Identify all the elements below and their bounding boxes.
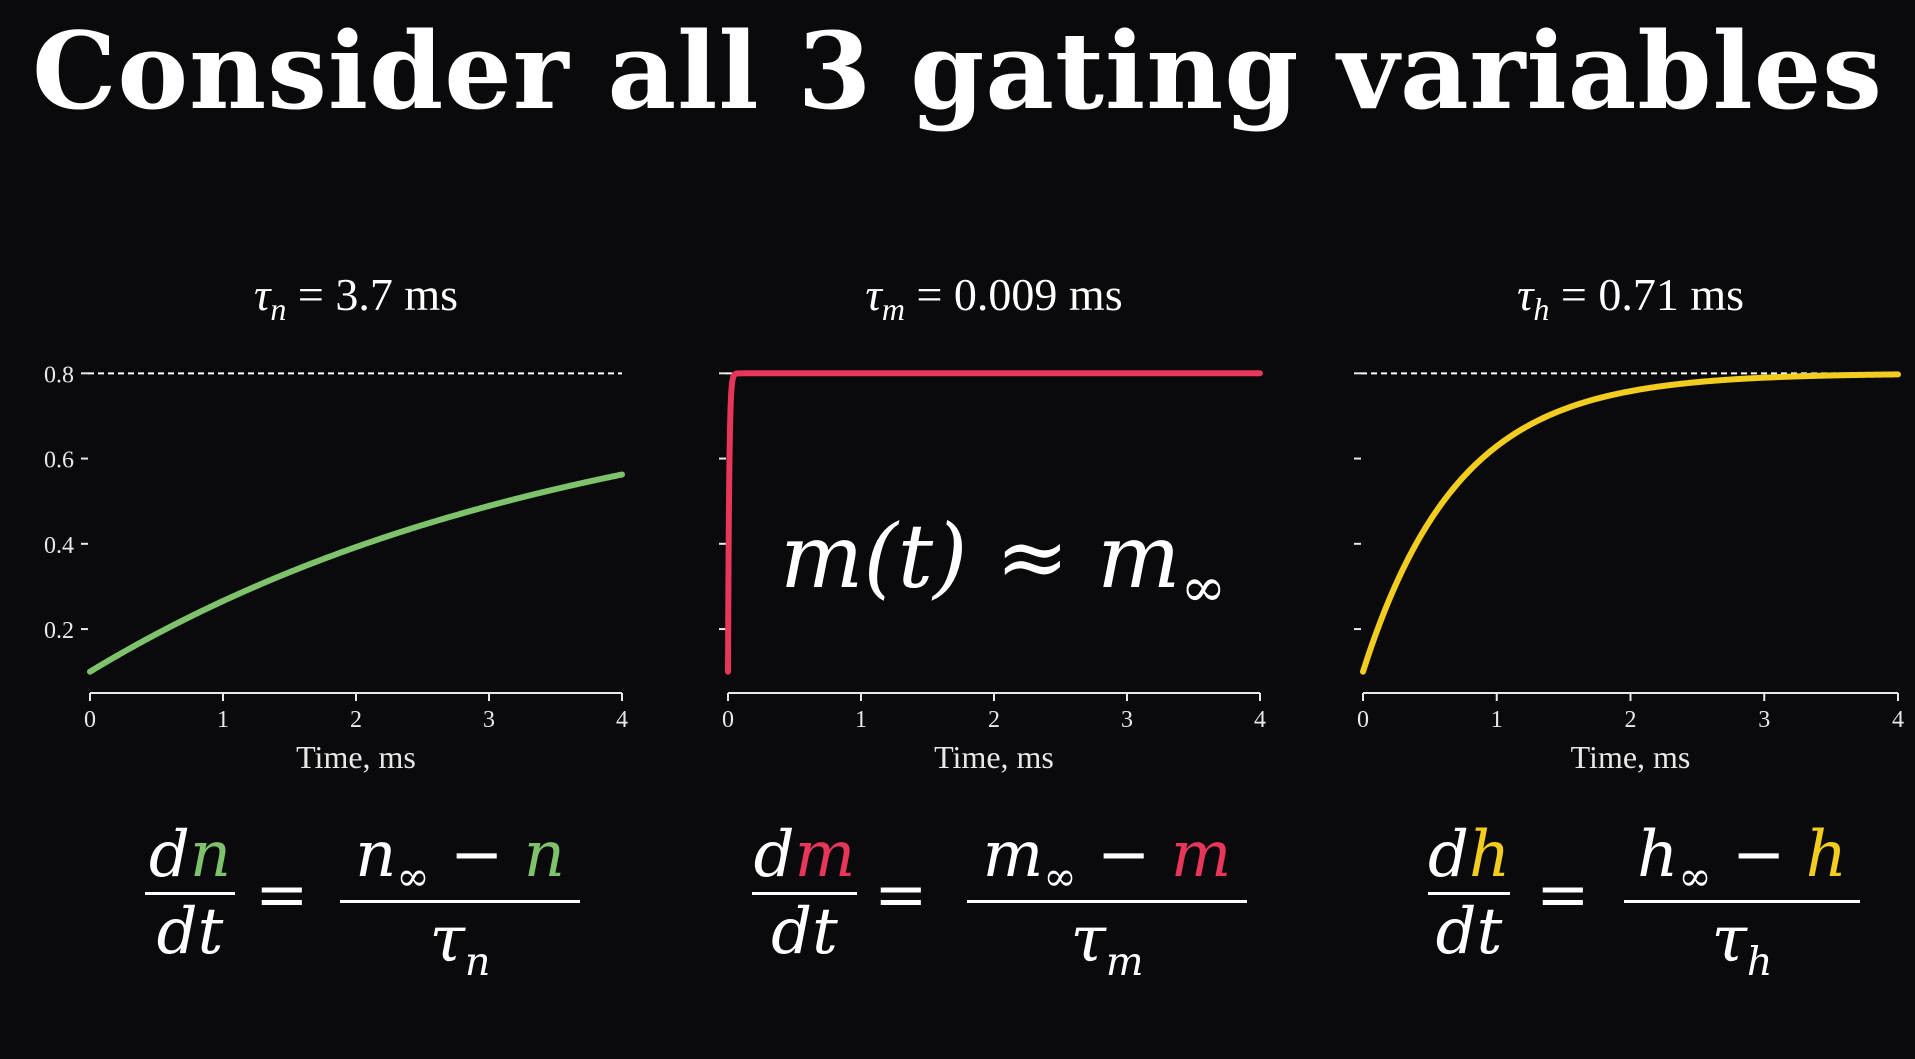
chart-h-series-line <box>1363 374 1898 671</box>
chart-n-title: $\tau_n = 3.7$ ms <box>253 269 459 327</box>
eq-n-minus: − <box>429 818 524 892</box>
eq-n-d: d <box>148 818 190 892</box>
eq-m-d: d <box>753 818 795 892</box>
eq-h-minus: − <box>1711 818 1806 892</box>
eq-n-equals: = <box>255 858 309 932</box>
eq-n-inf: n <box>355 818 397 892</box>
chart-h-x-tick-label: 0 <box>1357 707 1369 733</box>
chart-n-series-line <box>90 475 622 672</box>
chart-n-x-tick-label: 4 <box>616 707 628 733</box>
eq-h-tau: τ <box>1711 902 1747 977</box>
eq-n-dt: dt <box>156 895 224 969</box>
chart-m-title: $\tau_m = 0.009$ ms <box>865 269 1123 327</box>
annotation-sub: ∞ <box>1180 555 1227 620</box>
chart-m-x-tick-label: 1 <box>855 707 867 733</box>
chart-h-x-label: Time, ms <box>1570 739 1691 775</box>
slide-title: Consider all 3 gating variables <box>32 8 1883 133</box>
chart-m-x-label: Time, ms <box>934 739 1054 775</box>
eq-m-inf: m <box>982 818 1044 892</box>
eq-m-inf-sub: ∞ <box>1043 853 1077 900</box>
eq-h-var: h <box>1468 818 1511 892</box>
chart-m-x-tick-label: 3 <box>1121 707 1133 733</box>
eq-h-dt: dt <box>1435 895 1503 969</box>
m-approx-annotation <box>780 505 1226 619</box>
chart-n-y-tick-label: 0.6 <box>44 447 74 474</box>
chart-n-x-tick-label: 0 <box>84 707 96 733</box>
eq-m-tau: τ <box>1070 902 1106 977</box>
eq-h-inf-sub: ∞ <box>1678 853 1712 900</box>
chart-m-x-tick-label: 4 <box>1254 707 1266 733</box>
eq-n-var2: n <box>523 818 565 892</box>
chart-h-x-tick-label: 1 <box>1490 707 1503 733</box>
chart-h-title: $\tau_h = 0.71$ ms <box>1516 269 1745 327</box>
eq-h-d: d <box>1428 818 1469 892</box>
chart-n-y-tick-label: 0.4 <box>44 532 74 559</box>
eq-n-inf-sub: ∞ <box>396 853 430 900</box>
chart-h-x-tick-label: 2 <box>1624 707 1637 733</box>
chart-h-x-tick-label: 3 <box>1758 707 1771 733</box>
eq-m-tau-sub: m <box>1105 938 1144 985</box>
chart-h-x-tick-label: 4 <box>1892 707 1904 733</box>
eq-h-var2: h <box>1805 818 1847 892</box>
eq-n-var: n <box>189 818 232 892</box>
chart-n-x-tick-label: 1 <box>217 707 229 733</box>
eq-n-tau: τ <box>429 902 465 977</box>
eq-h-inf: h <box>1637 818 1679 892</box>
eq-m-dt: dt <box>771 895 838 969</box>
chart-n-x-tick-label: 3 <box>483 707 495 733</box>
eq-h-equals: = <box>1536 858 1590 932</box>
chart-n-x-label: Time, ms <box>296 739 416 775</box>
annotation-lhs: m(t) ≈ m <box>780 505 1181 608</box>
chart-n-y-tick-label: 0.2 <box>44 618 74 645</box>
chart-m-x-tick-label: 0 <box>722 707 734 733</box>
chart-m-x-tick-label: 2 <box>988 707 1000 733</box>
eq-m-var: m <box>794 818 856 892</box>
eq-m-var2: m <box>1170 818 1232 892</box>
chart-n-y-tick-label: 0.8 <box>44 362 74 389</box>
eq-h-tau-sub: h <box>1746 938 1773 985</box>
eq-n-tau-sub: n <box>464 938 491 985</box>
chart-n-x-tick-label: 2 <box>350 707 362 733</box>
eq-m-minus: − <box>1076 818 1171 892</box>
eq-m-equals: = <box>874 858 928 932</box>
